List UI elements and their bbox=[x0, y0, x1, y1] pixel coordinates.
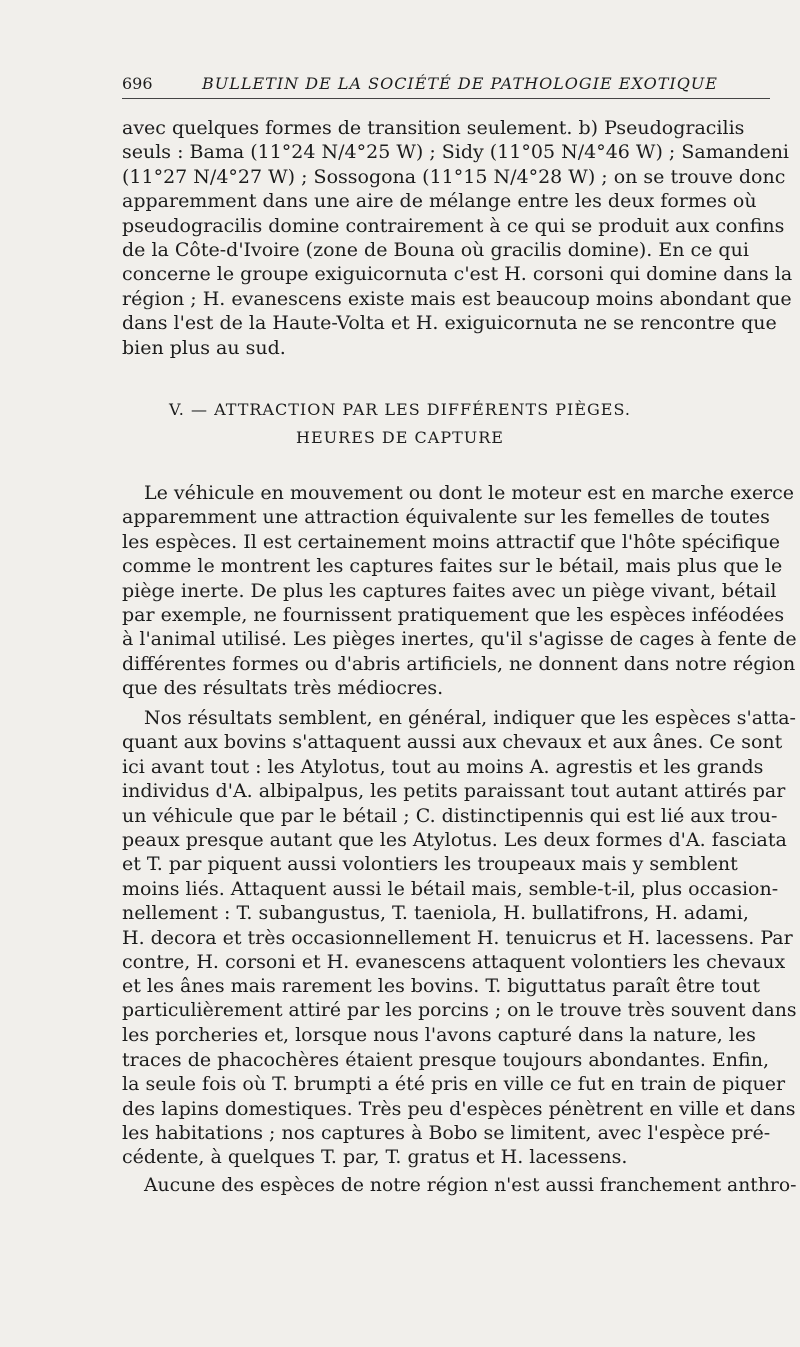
text-line: un véhicule que par le bétail ; C. distinctipennis qui est lié aux trou- bbox=[122, 804, 778, 827]
text-line: que des résultats très médiocres. bbox=[122, 677, 444, 700]
page-number: 696 bbox=[122, 74, 153, 93]
text-line: apparemment une attraction équivalente sur les femelles de toutes bbox=[122, 506, 770, 529]
paragraph-2 bbox=[122, 481, 797, 701]
text-line: et les ânes mais rarement les bovins. T. biguttatus paraît être tout bbox=[122, 975, 761, 998]
text-line: les espèces. Il est certainement moins attractif que l'hôte spécifique bbox=[122, 530, 780, 553]
text-line: ici avant tout : les Atylotus, tout au moins A. agrestis et les grands bbox=[122, 755, 764, 778]
paragraph-3 bbox=[122, 706, 797, 1170]
text-line: différentes formes ou d'abris artificiels, ne donnent dans notre région bbox=[122, 652, 796, 675]
text-line: moins liés. Attaquent aussi le bétail mais, semble-t-il, plus occasion- bbox=[122, 877, 779, 900]
text-line: cédente, à quelques T. par, T. gratus et H. lacessens. bbox=[122, 1146, 628, 1169]
text-line: traces de phacochères étaient presque toujours abondantes. Enfin, bbox=[122, 1048, 769, 1071]
text-line: à l'animal utilisé. Les pièges inertes, qu'il s'agisse de cages à fente de bbox=[122, 628, 797, 651]
text-line: comme le montrent les captures faites sur le bétail, mais plus que le bbox=[122, 555, 783, 578]
text-line: dans l'est de la Haute-Volta et H. exiguicornuta ne se rencontre que bbox=[122, 312, 777, 335]
text-line: contre, H. corsoni et H. evanescens attaquent volontiers les chevaux bbox=[122, 951, 786, 974]
text-line: de la Côte-d'Ivoire (zone de Bouna où gracilis domine). En ce qui bbox=[122, 239, 749, 262]
text-line: la seule fois où T. brumpti a été pris en ville ce fut en train de piquer bbox=[122, 1073, 786, 1096]
text-line: Le véhicule en mouvement ou dont le moteur est en marche exerce bbox=[144, 482, 795, 504]
text-line: Nos résultats semblent, en général, indiquer que les espèces s'atta- bbox=[144, 707, 796, 729]
text-line: seuls : Bama (11°24 N/4°25 W) ; Sidy (11°05 N/4°46 W) ; Samandeni bbox=[122, 141, 790, 164]
text-line: par exemple, ne fournissent pratiquement que les espèces inféodées bbox=[122, 604, 785, 627]
running-header bbox=[122, 72, 770, 99]
text-line: H. decora et très occasionnellement H. tenuicrus et H. lacessens. Par bbox=[122, 926, 793, 949]
text-line: individus d'A. albipalpus, les petits paraissant tout autant attirés par bbox=[122, 780, 786, 803]
section-heading-line-1: V. — ATTRACTION PAR LES DIFFÉRENTS PIÈGES. bbox=[169, 400, 631, 419]
text-line: les habitations ; nos captures à Bobo se limitent, avec l'espèce pré- bbox=[122, 1121, 771, 1144]
text-line: pseudogracilis domine contrairement à ce qui se produit aux confins bbox=[122, 214, 785, 237]
text-line: piège inerte. De plus les captures faites avec un piège vivant, bétail bbox=[122, 579, 777, 602]
text-line: quant aux bovins s'attaquent aussi aux chevaux et aux ânes. Ce sont bbox=[122, 731, 783, 754]
text-line: et T. par piquent aussi volontiers les troupeaux mais y semblent bbox=[122, 853, 738, 876]
running-title: BULLETIN DE LA SOCIÉTÉ DE PATHOLOGIE EXOTIQUE bbox=[202, 74, 718, 93]
text-line: les porcheries et, lorsque nous l'avons capturé dans la nature, les bbox=[122, 1024, 756, 1047]
section-heading-line-2: HEURES DE CAPTURE bbox=[296, 428, 504, 447]
text-line: peaux presque autant que les Atylotus. Les deux formes d'A. fasciata bbox=[122, 829, 787, 852]
text-line: des lapins domestiques. Très peu d'espèces pénètrent en ville et dans bbox=[122, 1097, 796, 1120]
text-line: Aucune des espèces de notre région n'est aussi franchement anthro- bbox=[144, 1175, 797, 1196]
text-line: avec quelques formes de transition seulement. b) Pseudogracilis bbox=[122, 117, 745, 139]
text-line: nellement : T. subangustus, T. taeniola, H. bullatifrons, H. adami, bbox=[122, 902, 749, 925]
text-line: particulièrement attiré par les porcins ; on le trouve très souvent dans bbox=[122, 999, 797, 1021]
text-line: région ; H. evanescens existe mais est beaucoup moins abondant que bbox=[122, 287, 792, 310]
paragraph-1 bbox=[122, 116, 797, 360]
text-line: apparemment dans une aire de mélange entre les deux formes où bbox=[122, 190, 757, 213]
paragraph-4 bbox=[122, 1174, 797, 1198]
text-line: (11°27 N/4°27 W) ; Sossogona (11°15 N/4°28 W) ; on se trouve donc bbox=[122, 165, 786, 188]
text-line: bien plus au sud. bbox=[122, 336, 286, 359]
text-line: concerne le groupe exiguicornuta c'est H. corsoni qui domine dans la bbox=[122, 263, 793, 286]
